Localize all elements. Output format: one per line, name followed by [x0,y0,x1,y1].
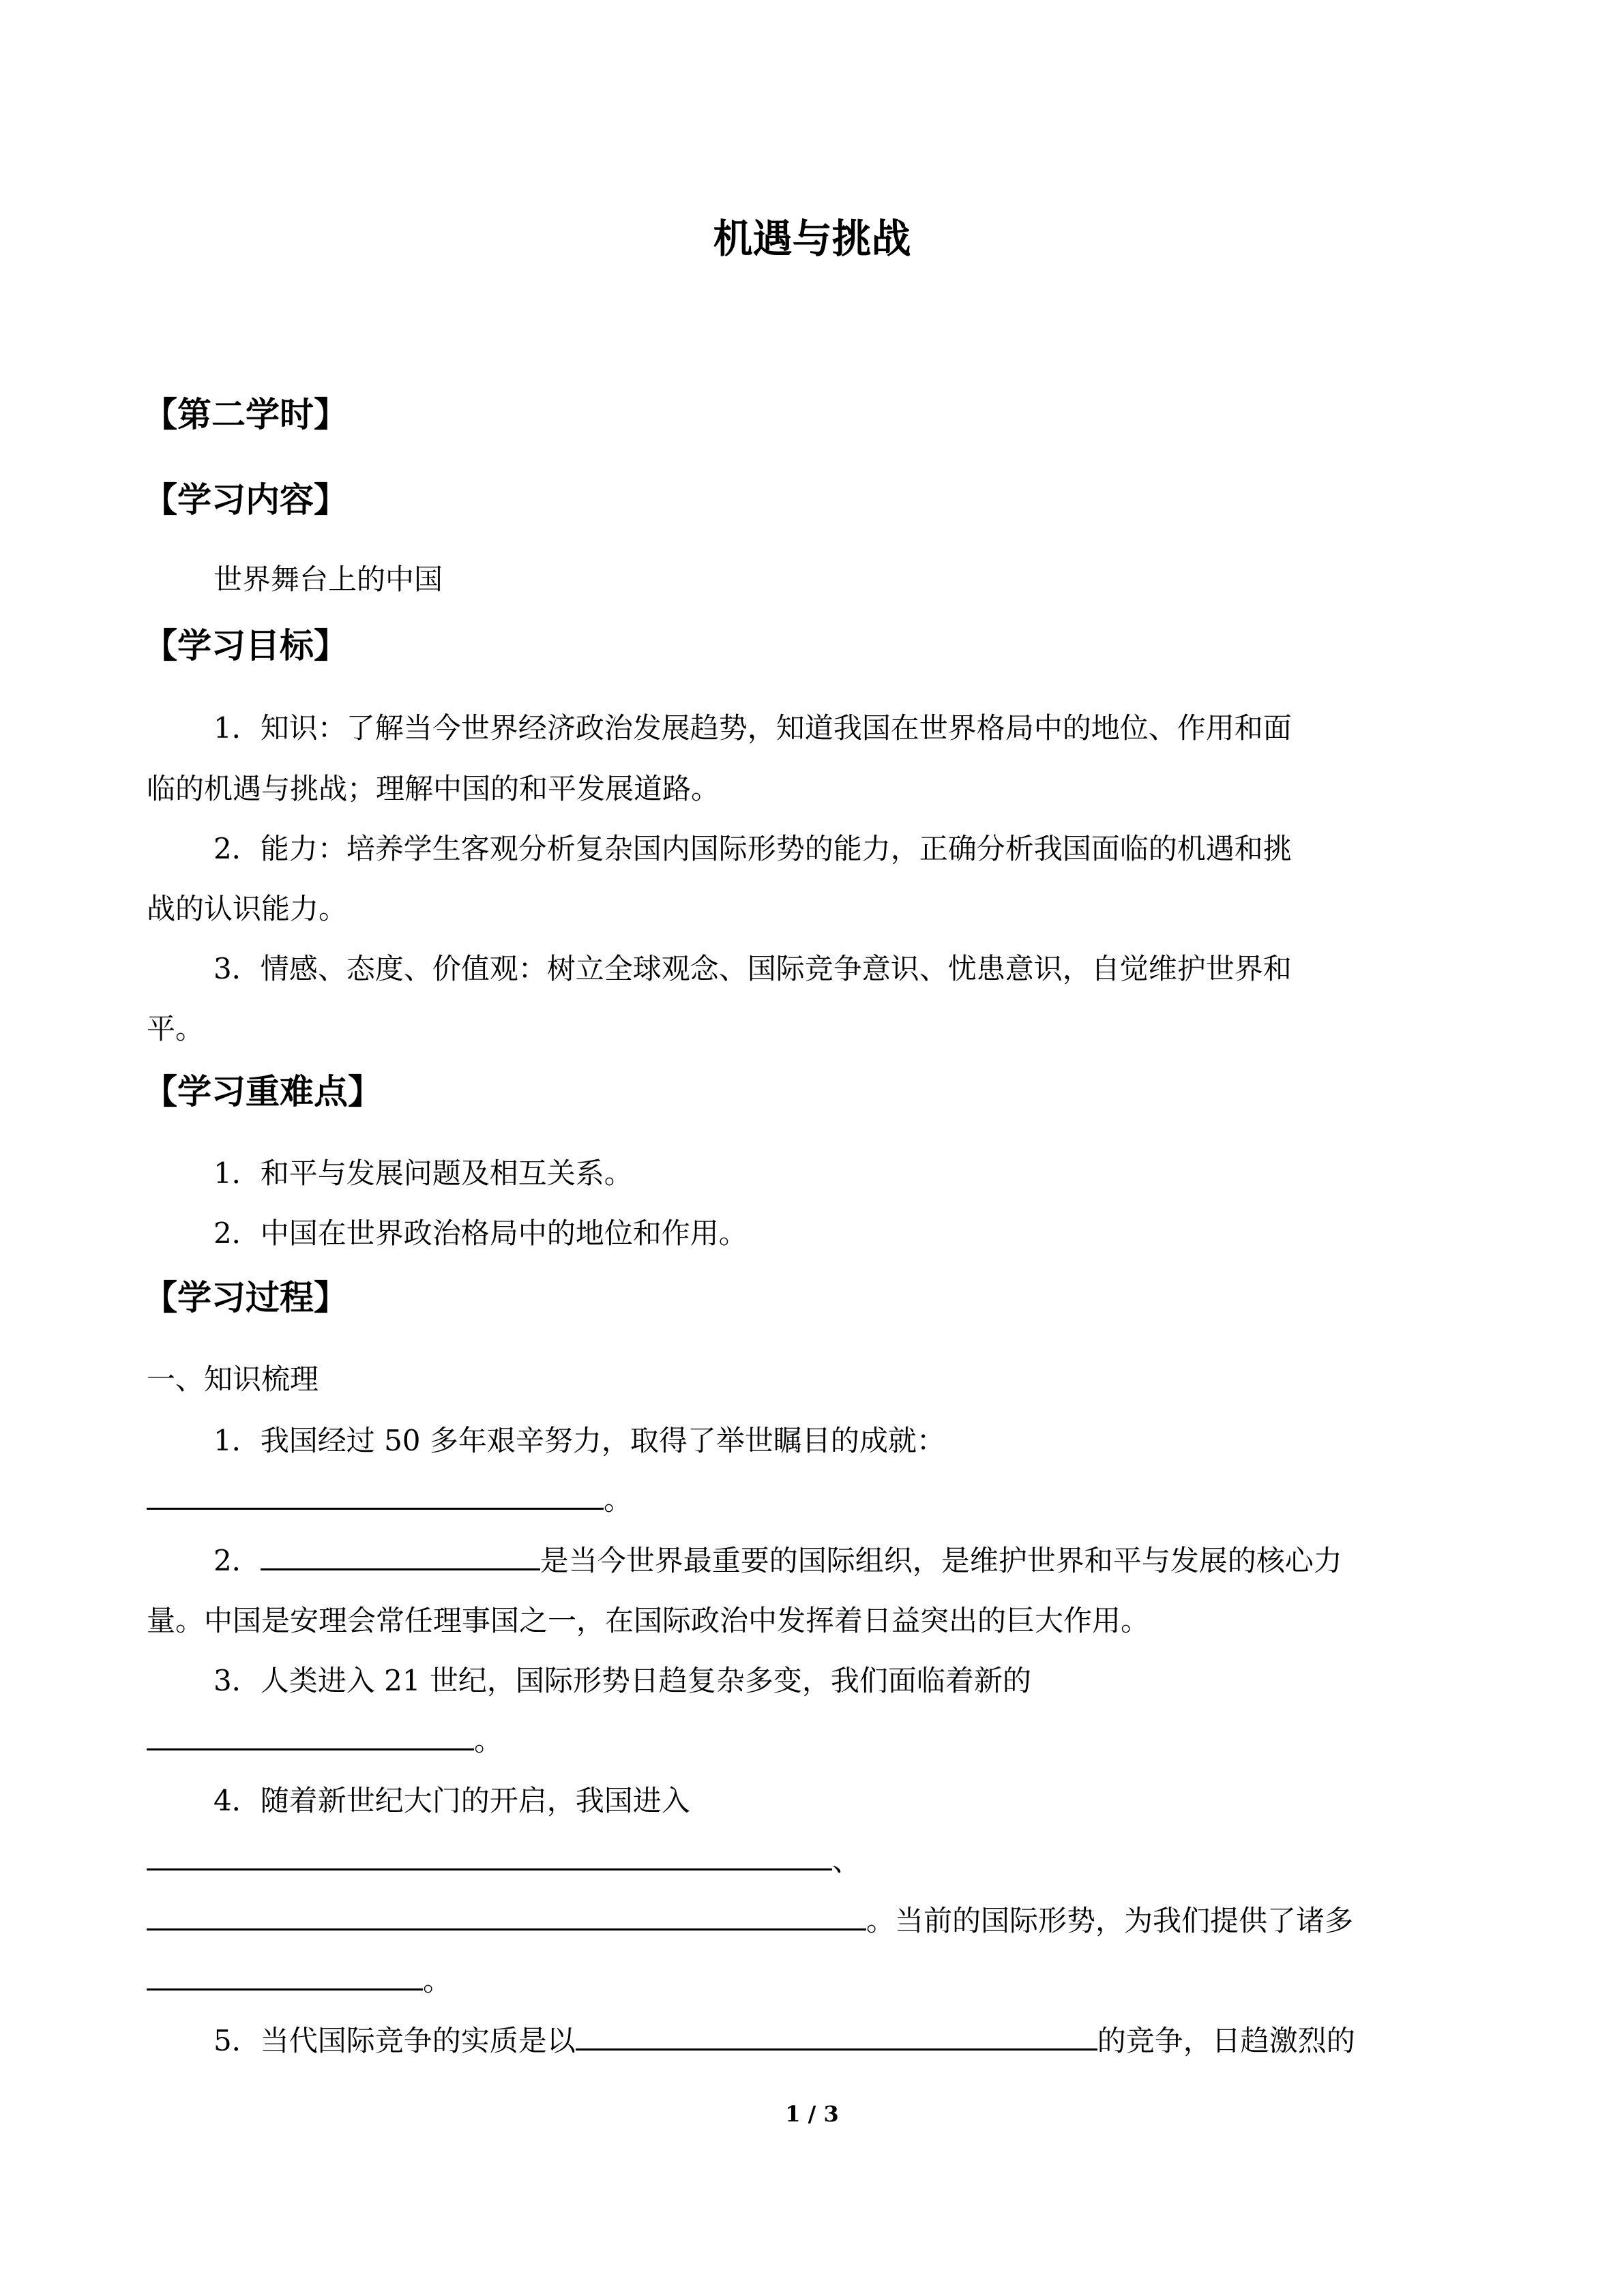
goal2-line1: 2．能力：培养学生客观分析复杂国内国际形势的能力，正确分析我国面临的机遇和挑 [213,832,1292,865]
answer-blank[interactable] [261,1541,540,1570]
goal2-line2: 战的认识能力。 [147,892,348,925]
page-number: 1 / 3 [785,2101,839,2127]
goal1-line2: 临的机遇与挑战；理解中国的和平发展道路。 [147,772,720,805]
answer-blank[interactable] [147,1961,423,1991]
answer-blank[interactable] [147,1841,832,1870]
answer-blank[interactable] [147,1721,474,1750]
answer-blank[interactable] [147,1901,866,1930]
page-title: 机遇与挑战 [713,215,911,262]
question-3-line1: 3．人类进入 21 世纪，国际形势日趋复杂多变，我们面临着新的 [213,1664,1031,1697]
answer-blank[interactable] [576,2021,1097,2051]
goal3-line2: 平。 [147,1012,205,1045]
goal1-line1: 1．知识：了解当今世界经济政治发展趋势，知道我国在世界格局中的地位、作用和面 [213,711,1292,745]
question-2-line1: 2． 是当今世界最重要的国际组织，是维护世界和平与发展的核心力 [213,1540,1342,1581]
question-3-line2: 。 [147,1720,503,1761]
content-text: 世界舞台上的中国 [213,563,443,596]
question-1-line1: 1．我国经过 50 多年艰辛努力，取得了举世瞩目的成就： [213,1424,945,1457]
question-4-line2: 、 [147,1840,861,1881]
question-4-line4: 。 [147,1960,452,2001]
heading-key-points: 【学习重难点】 [143,1071,382,1112]
heading-goals: 【学习目标】 [143,625,348,666]
question-5-line1: 5．当代国际竞争的实质是以 的竞争，日趋激烈的 [213,2021,1355,2061]
key-point-1: 1．和平与发展问题及相互关系。 [213,1157,633,1190]
heading-process: 【学习过程】 [143,1277,348,1317]
process-part1: 一、知识梳理 [147,1362,319,1396]
heading-lesson: 【第二学时】 [143,394,348,434]
question-2-line2: 量。中国是安理会常任理事国之一，在国际政治中发挥着日益突出的巨大作用。 [147,1604,1150,1637]
key-point-2: 2．中国在世界政治格局中的地位和作用。 [213,1217,748,1250]
question-4-line3: 。当前的国际形势，为我们提供了诸多 [147,1900,1353,1941]
question-1-line2: 。 [147,1480,632,1521]
answer-blank[interactable] [147,1480,604,1510]
heading-content: 【学习内容】 [143,479,348,520]
goal3-line1: 3．情感、态度、价值观：树立全球观念、国际竞争意识、忧患意识，自觉维护世界和 [213,952,1292,985]
question-4-line1: 4．随着新世纪大门的开启，我国进入 [213,1784,690,1817]
